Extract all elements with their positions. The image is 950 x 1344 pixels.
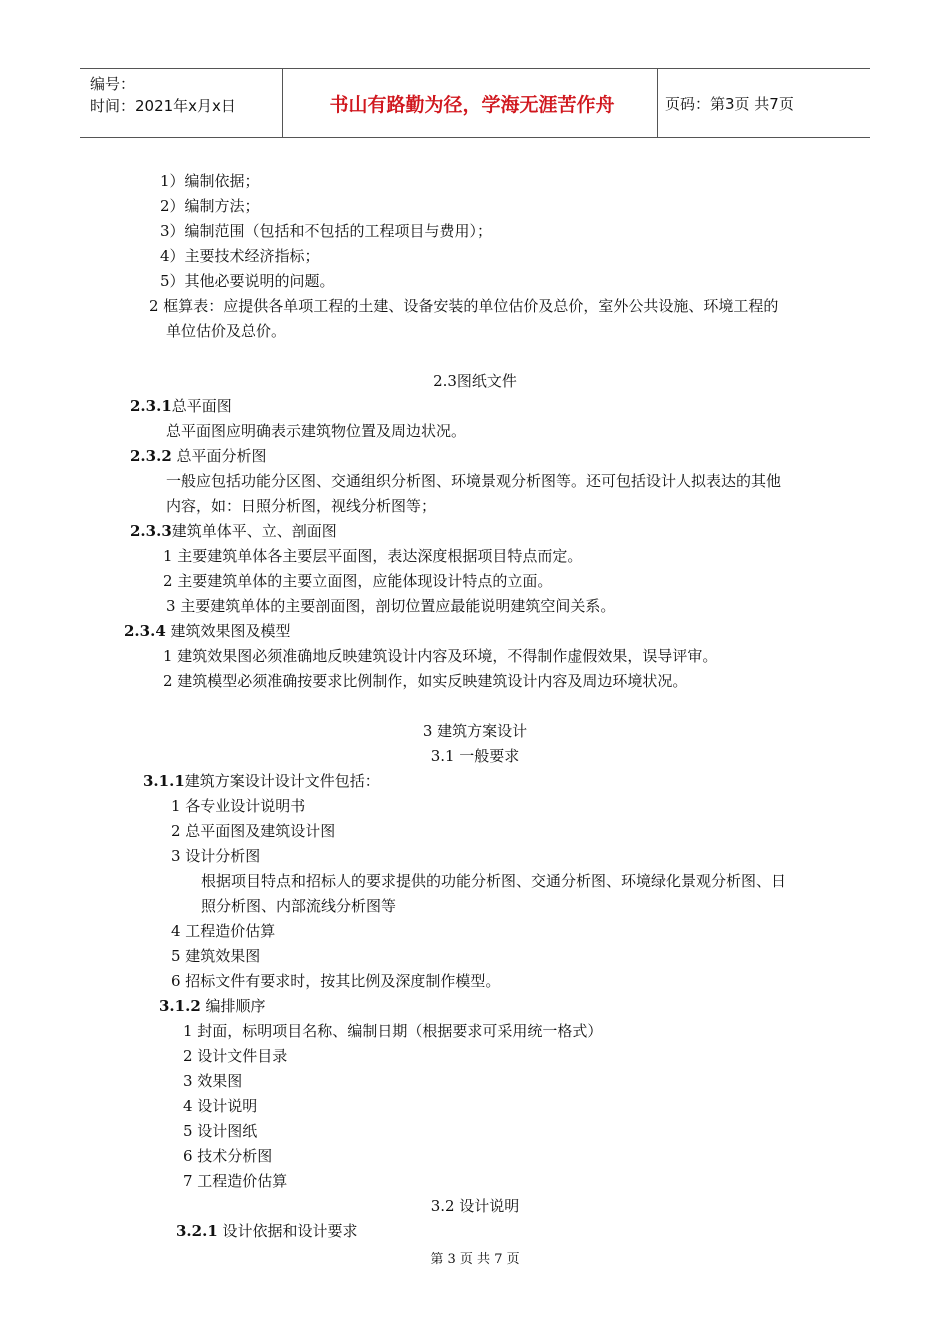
section-number: 3.2.1	[176, 1222, 218, 1240]
header-number-label: 编号：	[90, 75, 136, 93]
subsection-heading	[130, 521, 337, 541]
list-item: 1 主要建筑单体各主要层平面图，表达深度根据项目特点而定。	[163, 547, 583, 565]
list-item: 4）主要技术经济指标；	[160, 247, 320, 265]
paragraph-line: 根据项目特点和招标人的要求提供的功能分析图、交通分析图、环境绿化景观分析图、日	[201, 872, 787, 890]
list-item: 2）编制方法；	[160, 197, 260, 215]
header-divider	[657, 69, 658, 137]
subsection-heading	[130, 396, 232, 416]
list-item: 2 建筑模型必须准确按要求比例制作，如实反映建筑设计内容及周边环境状况。	[163, 672, 688, 690]
section-title: 建筑单体平、立、剖面图	[171, 522, 337, 540]
paragraph-line: 一般应包括功能分区图、交通组织分析图、环境景观分析图等。还可包括设计人拟表达的其他	[166, 472, 782, 490]
section-heading: 3.1 一般要求	[430, 747, 520, 765]
list-item: 1）编制依据；	[160, 172, 260, 190]
list-item: 4 设计说明	[183, 1097, 258, 1115]
page-header	[80, 68, 870, 138]
paragraph-line: 2 框算表：应提供各单项工程的土建、设备安装的单位估价及总价，室外公共设施、环境工程的	[149, 297, 779, 315]
subsection-heading	[130, 446, 267, 466]
section-title: 总平面分析图	[171, 447, 267, 465]
list-item: 7 工程造价估算	[183, 1172, 288, 1190]
list-item: 3 效果图	[183, 1072, 243, 1090]
section-title: 设计依据和设计要求	[217, 1222, 358, 1240]
section-number: 2.3.3	[130, 522, 172, 540]
list-item: 6 技术分析图	[183, 1147, 273, 1165]
subsection-heading	[159, 996, 266, 1016]
list-item: 3 设计分析图	[171, 847, 261, 865]
section-heading: 2.3图纸文件	[433, 372, 517, 390]
section-title: 建筑方案设计设计文件包括：	[184, 772, 380, 790]
subsection-heading	[143, 771, 380, 791]
list-item: 1 封面，标明项目名称、编制日期（根据要求可采用统一格式）	[183, 1022, 603, 1040]
section-number: 3.1.1	[143, 772, 185, 790]
list-item: 3 主要建筑单体的主要剖面图，剖切位置应最能说明建筑空间关系。	[166, 597, 616, 615]
paragraph-line: 照分析图、内部流线分析图等	[201, 897, 397, 915]
list-item: 6 招标文件有要求时，按其比例及深度制作模型。	[171, 972, 501, 990]
list-item: 5 设计图纸	[183, 1122, 258, 1140]
list-item: 1 建筑效果图必须准确地反映建筑设计内容及环境，不得制作虚假效果，误导评审。	[163, 647, 718, 665]
list-item: 5）其他必要说明的问题。	[160, 272, 335, 290]
header-page-label: 页码：第3页 共7页	[665, 94, 794, 113]
section-heading: 3.2 设计说明	[430, 1197, 520, 1215]
list-item: 4 工程造价估算	[171, 922, 276, 940]
section-title: 总平面图	[171, 397, 232, 415]
section-title: 建筑效果图及模型	[165, 622, 291, 640]
section-number: 2.3.1	[130, 397, 172, 415]
page-footer: 第 3 页 共 7 页	[430, 1252, 520, 1267]
subsection-heading	[124, 621, 291, 641]
paragraph-line: 内容，如：日照分析图，视线分析图等；	[166, 497, 437, 515]
section-number: 2.3.2	[130, 447, 172, 465]
section-number: 3.1.2	[159, 997, 201, 1015]
list-item: 2 设计文件目录	[183, 1047, 288, 1065]
list-item: 5 建筑效果图	[171, 947, 261, 965]
header-time-label: 时间：2021年x月x日	[90, 97, 236, 115]
list-item: 3）编制范围（包括和不包括的工程项目与费用）；	[160, 222, 493, 240]
header-motto: 书山有路勤为径，学海无涯苦作舟	[329, 93, 615, 116]
paragraph-line: 单位估价及总价。	[166, 322, 287, 340]
chapter-heading: 3 建筑方案设计	[422, 722, 528, 740]
section-number: 2.3.4	[124, 622, 166, 640]
header-info	[90, 73, 236, 117]
list-item: 2 总平面图及建筑设计图	[171, 822, 336, 840]
list-item: 1 各专业设计说明书	[171, 797, 306, 815]
list-item: 2 主要建筑单体的主要立面图，应能体现设计特点的立面。	[163, 572, 553, 590]
paragraph-line: 总平面图应明确表示建筑物位置及周边状况。	[166, 422, 467, 440]
subsection-heading	[176, 1221, 358, 1241]
section-title: 编排顺序	[200, 997, 266, 1015]
header-divider	[282, 69, 283, 137]
